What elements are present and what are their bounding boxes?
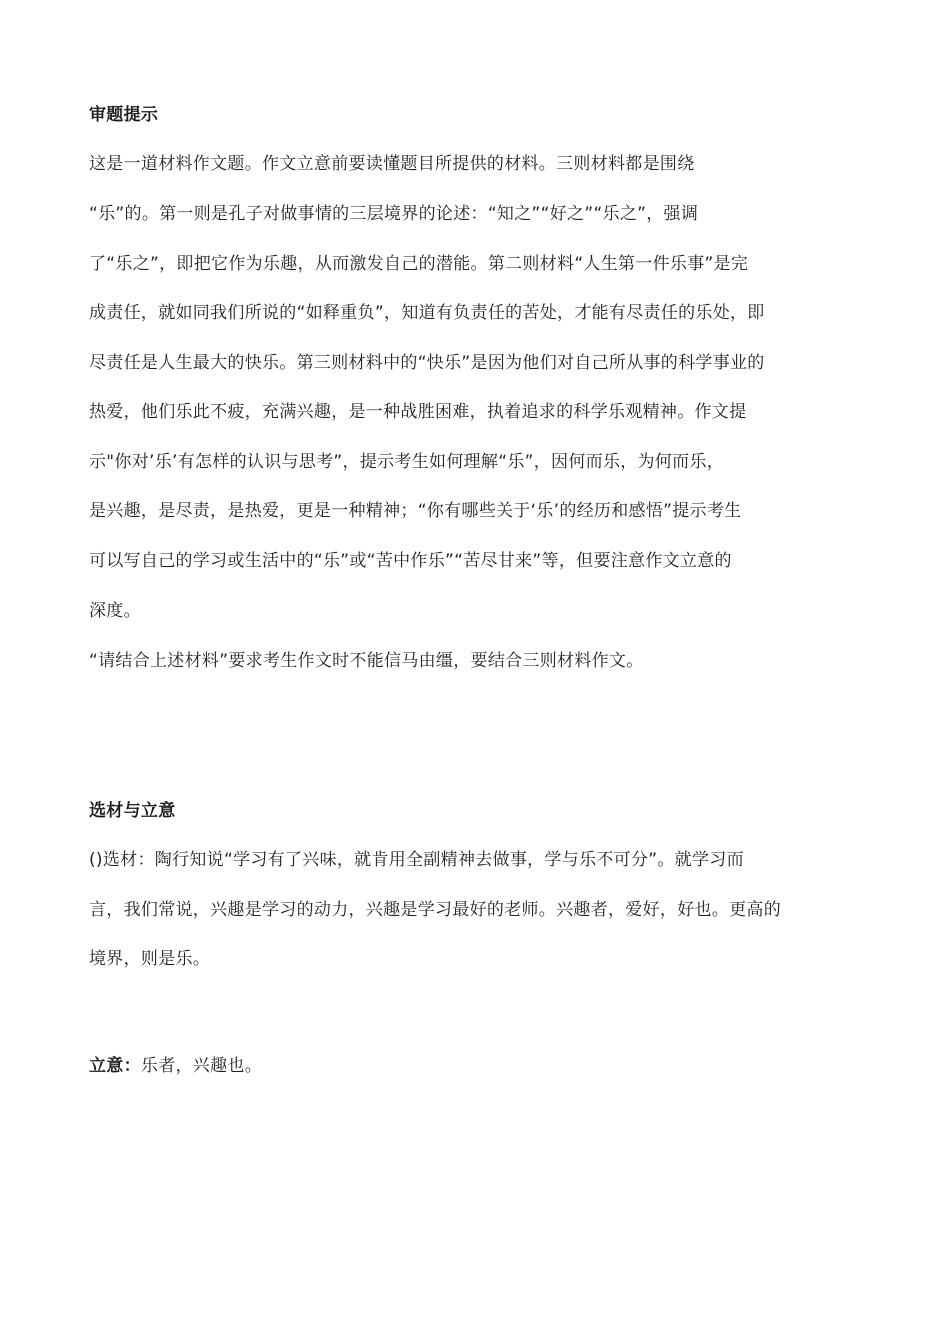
paragraph-line: 成责任，就如同我们所说的“如释重负”，知道有负责任的苦处，才能有尽责任的乐处，即 [89,303,765,323]
paragraph-line: 了“乐之”，即把它作为乐趣，从而激发自己的潜能。第二则材料“人生第一件乐事”是完 [89,254,749,274]
paragraph-line: 热爱，他们乐此不疲，充满兴趣，是一种战胜困难，执着追求的科学乐观精神。作文提 [89,402,747,422]
paragraph-line: 言，我们常说，兴趣是学习的动力，兴趣是学习最好的老师。兴趣者，爱好，好也。更高的 [89,900,781,920]
paragraph-line: ()选材：陶行知说“学习有了兴味，就肯用全副精神去做事，学与乐不可分”。就学习而 [89,850,744,870]
paragraph-line: 境界，则是乐。 [89,949,211,969]
paragraph-line: “请结合上述材料”要求考生作文时不能信马由缰，要结合三则材料作文。 [89,651,644,671]
paragraph-line: 这是一道材料作文题。作文立意前要读懂题目所提供的材料。三则材料都是围绕 [89,154,695,174]
thesis-line [89,1055,262,1077]
section-heading-xuancai: 选材与立意 [89,801,176,821]
paragraph-line: 尽责任是人生最大的快乐。第三则材料中的“快乐”是因为他们对自己所从事的科学事业的 [89,353,765,373]
paragraph-line: 深度。 [89,601,141,621]
paragraph-line: “乐”的。第一则是孔子对做事情的三层境界的论述：“知之”“好之”“乐之”，强调 [89,204,699,224]
paragraph-line: 可以写自己的学习或生活中的“乐”或“苦中作乐”“苦尽甘来”等，但要注意作文立意的 [89,551,732,571]
thesis-text: 乐者，兴趣也。 [140,1056,263,1076]
thesis-label: 立意： [89,1056,141,1076]
section-heading-shenti: 审题提示 [89,105,159,125]
paragraph-line: 示"你对’乐’有怎样的认识与思考”，提示考生如何理解“乐”，因何而乐，为何而乐， [89,452,725,472]
paragraph-line: 是兴趣，是尽责，是热爱，更是一种精神；“你有哪些关于‘乐’的经历和感悟”提示考生 [89,501,742,521]
